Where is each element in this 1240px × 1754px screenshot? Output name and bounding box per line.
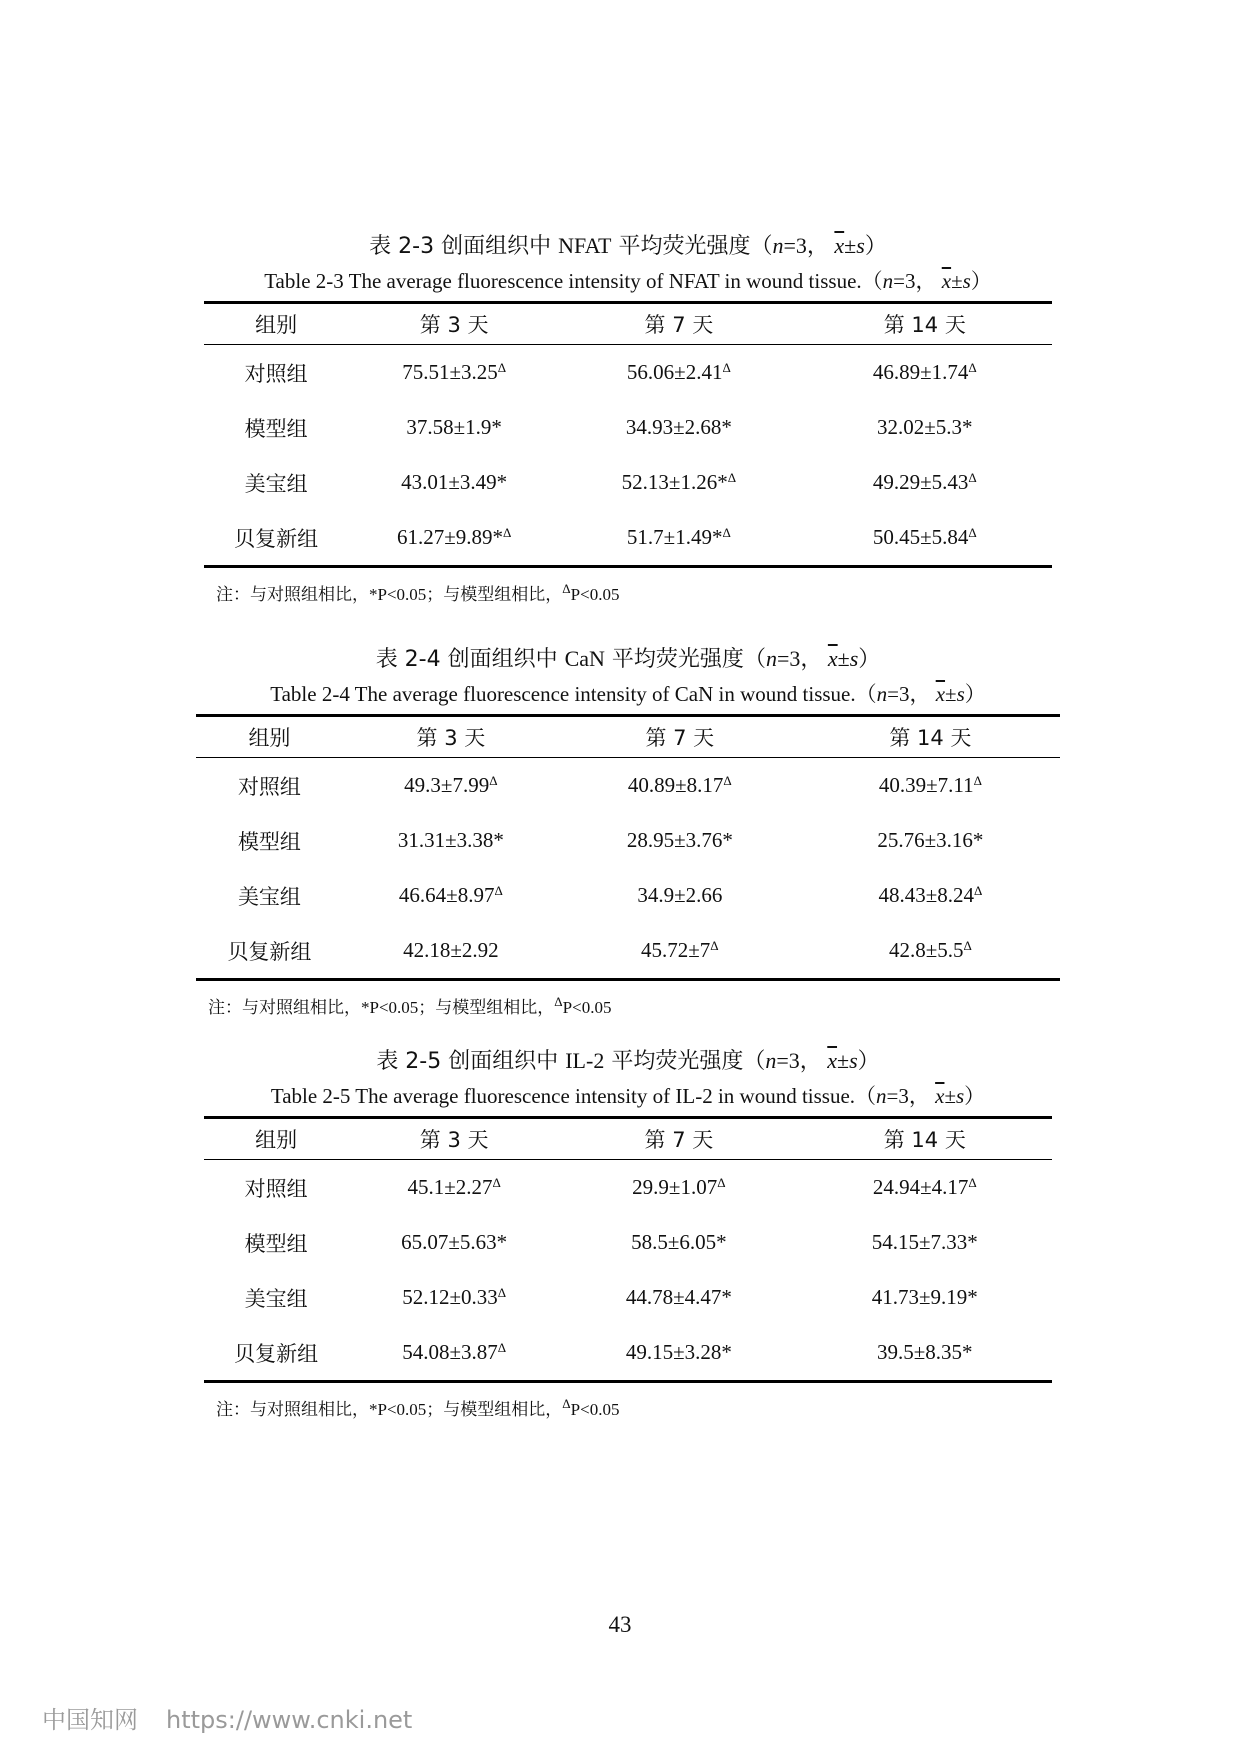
- value-cell: 34.93±2.68*: [625, 415, 732, 439]
- group-cell: 模型组: [244, 416, 308, 441]
- data-table: [196, 714, 1060, 981]
- header-day7: 第 7 天: [560, 1118, 797, 1160]
- value-cell: $52.12\pm 0.33^\Delta$: [402, 1285, 507, 1309]
- table-row: [204, 1160, 1052, 1216]
- value-cell: $42.8\pm 5.5^\Delta$: [801, 923, 1060, 980]
- table-row: [204, 345, 1052, 401]
- header-day3: 第 3 天: [348, 303, 560, 345]
- table-note: 注：与对照组相比，*P<0.05；与模型组相比，$^\Delta$P<0.05: [216, 1396, 620, 1420]
- group-cell: 美宝组: [237, 884, 301, 909]
- header-day14: 第 14 天: [801, 716, 1060, 758]
- value-cell: 34.9±2.66: [637, 883, 723, 907]
- header-day7: 第 7 天: [559, 716, 801, 758]
- header-day7: 第 7 天: [560, 303, 797, 345]
- header-group: 组别: [204, 303, 348, 345]
- value-cell: 32.02±5.3*: [877, 415, 973, 439]
- group-cell: 模型组: [244, 1231, 308, 1256]
- group-cell: 贝复新组: [204, 510, 348, 567]
- value-cell: 39.5±8.35*: [798, 1325, 1052, 1382]
- page-number: 43: [608, 1612, 632, 1637]
- value-cell: $24.94\pm 4.17^\Delta$: [872, 1175, 977, 1199]
- value-cell: $45.72\pm 7^\Delta$: [559, 923, 801, 980]
- header-group: 组别: [204, 1118, 348, 1160]
- table-caption-cn: 表 2-4 创面组织中 CaN 平均荧光强度（n=3， $\overline{x}\pm s$）: [375, 646, 881, 672]
- value-cell: 51.7±1.49*$^\Delta$: [560, 510, 797, 567]
- table-row: [196, 758, 1060, 814]
- value-cell: 49.15±3.28*: [560, 1325, 797, 1382]
- value-cell: $56.06\pm 2.41^\Delta$: [626, 360, 731, 384]
- value-cell: $49.29\pm 5.43^\Delta$: [872, 470, 977, 494]
- value-cell: $54.08\pm 3.87^\Delta$: [348, 1325, 560, 1382]
- table-row: [196, 813, 1060, 868]
- header-day3: 第 3 天: [343, 716, 559, 758]
- table-caption-en: Table 2-4 The average fluorescence intensity of CaN in wound tissue.（n=3， $\overline{x}\pm s$）: [270, 682, 986, 706]
- value-cell: 58.5±6.05*: [631, 1230, 727, 1254]
- table-caption-cn: 表 2-3 创面组织中 NFAT 平均荧光强度（n=3， $\overline{x}\pm s$）: [369, 233, 887, 259]
- value-cell: 37.58±1.9*: [406, 415, 502, 439]
- value-cell: 42.18±2.92: [343, 923, 559, 980]
- footer-site-name: 中国知网: [42, 1706, 138, 1734]
- group-cell: 对照组: [244, 1176, 308, 1201]
- group-cell: 对照组: [244, 361, 308, 386]
- table-header-row: [204, 303, 1052, 345]
- data-table: [204, 1116, 1052, 1383]
- table-row: [196, 868, 1060, 923]
- table-caption-en: Table 2-5 The average fluorescence intensity of IL-2 in wound tissue.（n=3， $\overline{x}\pm s$）: [270, 1084, 986, 1108]
- table-note: 注：与对照组相比，*P<0.05；与模型组相比，$^\Delta$P<0.05: [216, 581, 620, 605]
- table-block-2-3: [204, 232, 1052, 605]
- value-cell: 43.01±3.49*: [401, 470, 508, 494]
- value-cell: $48.43\pm 8.24^\Delta$: [878, 883, 983, 907]
- header-day14: 第 14 天: [798, 303, 1052, 345]
- group-cell: 美宝组: [244, 1286, 308, 1311]
- table-note: 注：与对照组相比，*P<0.05；与模型组相比，$^\Delta$P<0.05: [208, 994, 612, 1018]
- value-cell: $46.89\pm 1.74^\Delta$: [872, 360, 977, 384]
- value-cell: 52.13±1.26*$^\Delta$: [621, 470, 737, 494]
- value-cell: $40.89\pm 8.17^\Delta$: [627, 773, 732, 797]
- value-cell: 41.73±9.19*: [871, 1285, 978, 1309]
- table-header-row: [204, 1118, 1052, 1160]
- table-row: [204, 455, 1052, 510]
- value-cell: 44.78±4.47*: [625, 1285, 732, 1309]
- value-cell: 25.76±3.16*: [877, 828, 984, 852]
- group-cell: 美宝组: [244, 471, 308, 496]
- table-row: [204, 400, 1052, 455]
- header-day14: 第 14 天: [798, 1118, 1052, 1160]
- data-table: [204, 301, 1052, 568]
- table-block-2-5: [204, 1047, 1052, 1420]
- value-cell: $45.1\pm 2.27^\Delta$: [407, 1175, 501, 1199]
- table-row: [204, 1215, 1052, 1270]
- table-header-row: [196, 716, 1060, 758]
- footer-url[interactable]: https://www.cnki.net: [166, 1706, 413, 1734]
- value-cell: 61.27±9.89*$^\Delta$: [348, 510, 560, 567]
- table-block-2-4: [196, 645, 1060, 1018]
- value-cell: 28.95±3.76*: [626, 828, 733, 852]
- table-row: [204, 1270, 1052, 1325]
- value-cell: 65.07±5.63*: [401, 1230, 508, 1254]
- footer-watermark: [42, 1700, 440, 1735]
- value-cell: 54.15±7.33*: [871, 1230, 978, 1254]
- table-row: [196, 923, 1060, 980]
- group-cell: 贝复新组: [196, 923, 343, 980]
- table-caption-en: Table 2-3 The average fluorescence intensity of NFAT in wound tissue.（n=3， $\overline{x}\pm s$）: [264, 269, 992, 293]
- table-caption-cn: 表 2-5 创面组织中 IL-2 平均荧光强度（n=3， $\overline{x}\pm s$）: [376, 1048, 880, 1074]
- value-cell: $46.64\pm 8.97^\Delta$: [398, 883, 503, 907]
- table-row: [204, 510, 1052, 567]
- value-cell: $29.9\pm 1.07^\Delta$: [632, 1175, 726, 1199]
- value-cell: $50.45\pm 5.84^\Delta$: [798, 510, 1052, 567]
- group-cell: 贝复新组: [204, 1325, 348, 1382]
- value-cell: 31.31±3.38*: [397, 828, 504, 852]
- table-row: [204, 1325, 1052, 1382]
- value-cell: $49.3\pm 7.99^\Delta$: [404, 773, 498, 797]
- group-cell: 对照组: [237, 774, 301, 799]
- header-day3: 第 3 天: [348, 1118, 560, 1160]
- value-cell: $75.51\pm 3.25^\Delta$: [402, 360, 507, 384]
- group-cell: 模型组: [237, 829, 301, 854]
- value-cell: $40.39\pm 7.11^\Delta$: [878, 773, 982, 797]
- header-group: 组别: [196, 716, 343, 758]
